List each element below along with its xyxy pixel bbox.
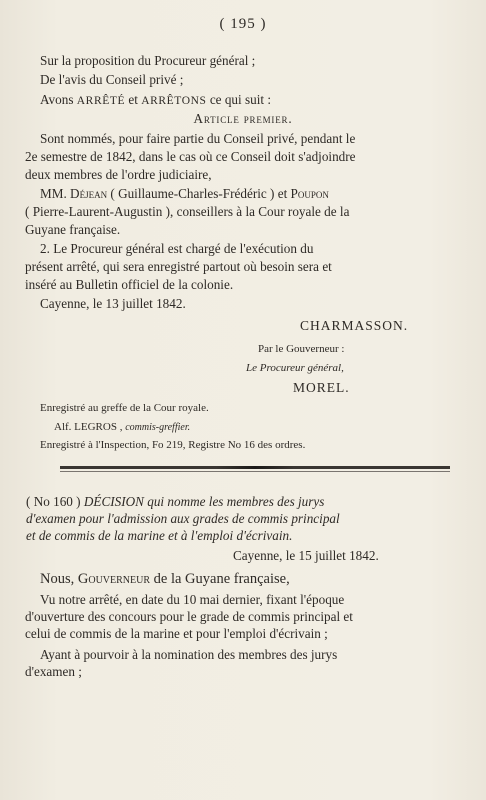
text-span: Déjean <box>70 186 108 201</box>
text-span: ARRÊTONS <box>141 95 207 107</box>
text-span: DÉCISION qui nomme les membres des jurys <box>83 494 325 509</box>
text-span: commis-greffier. <box>125 422 191 433</box>
text-line: Enregistré à l'Inspection, Fo 219, Registre No 16 des ordres. <box>40 439 306 451</box>
text-line: d'ouverture des concours pour le grade de commis principal et <box>25 609 353 624</box>
text-line: Ayant à pourvoir à la nomination des membres des jurys <box>40 647 338 662</box>
article-heading: Article premier. <box>193 111 293 126</box>
text-line: 2e semestre de 1842, dans le cas où ce Conseil doit s'adjoindre <box>25 149 356 164</box>
text-line: celui de commis de la marine et pour l'emploi d'écrivain ; <box>25 626 328 641</box>
text-span: ( No 160 ) <box>26 494 81 509</box>
text-span: Nous, <box>40 571 75 587</box>
text-line: inséré au Bulletin officiel de la colonie. <box>25 277 234 292</box>
text-span: Alf. LEGROS , <box>54 421 123 433</box>
text-line: Par le Gouverneur : <box>258 343 345 355</box>
text-line: et de commis de la marine et à l'emploi d'écrivain. <box>26 528 293 543</box>
text-line: Le Procureur général, <box>246 362 344 374</box>
text-line <box>40 92 271 109</box>
text-line: Guyane française. <box>25 222 121 237</box>
text-line: Sont nommés, pour faire partie du Conseil privé, pendant le <box>40 131 356 146</box>
signature-name: CHARMASSON. <box>300 318 409 333</box>
text-span: Gouverneur <box>77 571 151 587</box>
section-divider-thin <box>60 471 450 472</box>
text-line: Enregistré au greffe de la Cour royale. <box>40 402 209 414</box>
text-span: MM. <box>40 186 67 201</box>
signature-name: MOREL. <box>293 380 350 395</box>
text-line: d'examen pour l'admission aux grades de commis principal <box>26 511 340 526</box>
text-line <box>40 186 329 201</box>
decision-heading <box>26 494 324 509</box>
date-line: Cayenne, le 13 juillet 1842. <box>40 296 186 311</box>
text-line: deux membres de l'ordre judiciaire, <box>25 167 212 182</box>
text-span: ( Guillaume-Charles-Frédéric ) et <box>110 186 288 201</box>
text-line <box>40 571 290 588</box>
text-span: Poupon <box>290 186 329 201</box>
text-span: de la Guyane française, <box>153 571 290 587</box>
text-line: ( Pierre-Laurent-Augustin ), conseillers à la Cour royale de la <box>25 204 350 219</box>
text-line: Sur la proposition du Procureur général ; <box>40 53 256 68</box>
text-line: présent arrêté, qui sera enregistré partout où besoin sera et <box>25 259 332 274</box>
text-line: 2. Le Procureur général est chargé de l'exécution du <box>40 241 314 256</box>
text-span: Avons <box>40 92 74 107</box>
text-span: ce qui suit : <box>209 92 271 107</box>
text-line: Vu notre arrêté, en date du 10 mai dernier, fixant l'époque <box>40 592 345 607</box>
date-line: Cayenne, le 15 juillet 1842. <box>233 548 379 563</box>
text-line: De l'avis du Conseil privé ; <box>40 72 184 87</box>
page-number: ( 195 ) <box>219 16 267 32</box>
text-line: d'examen ; <box>25 664 82 679</box>
section-divider <box>60 466 450 469</box>
text-span: et <box>128 92 138 107</box>
text-line <box>54 421 190 433</box>
text-span: ARRÊTÉ <box>76 95 126 107</box>
